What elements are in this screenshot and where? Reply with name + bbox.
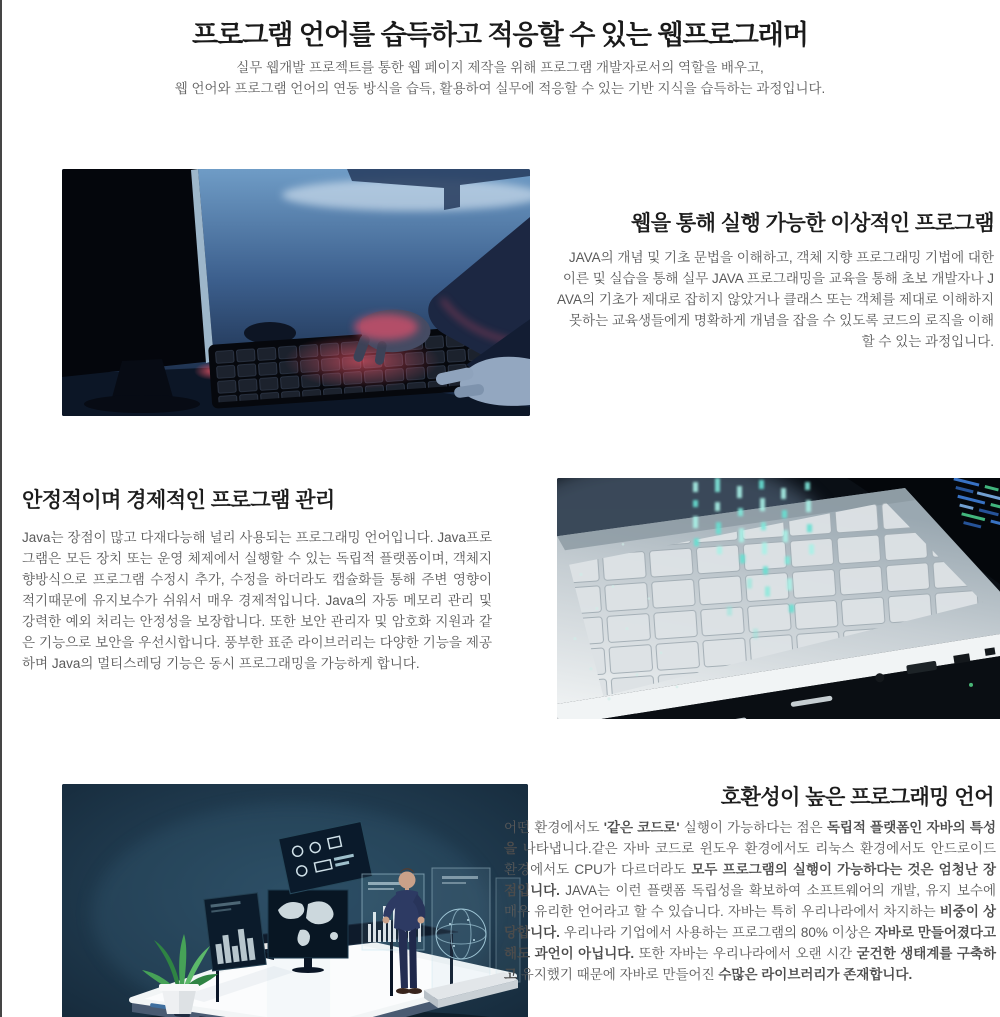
laptop-code-photo [557, 478, 1000, 719]
window-left-edge-line [0, 0, 2, 1017]
section-2-body: Java는 장점이 많고 다재다능해 널리 사용되는 프로그래밍 언어입니다. Java프로그램은 모든 장치 또는 운영 체제에서 실행할 수 있는 독립적 플랫폼이며, 객체지향방식으로 프로그램 수정시 추가, 수정을 하더라도 캡슐화들 통해 주변 영향이 적기때문에 유지보수가 쉬워서 매우 경제적입니다. Java의 자동 메모리 관리 및 강력한 예외 처리는 안정성을 보장합니다. 또한 보안 관리자 및 암호화 지원과 같은 기능으로 보안을 우선시합니다. 풍부한 표준 라이브러리는 다양한 기능을 제공하며 Java의 멀티스레딩 기능은 동시 프로그래밍을 가능하게 합니다. [22, 530, 492, 671]
section-3-body: 어떤 환경에서도 '같은 코드로' 실행이 가능하다는 점은 독립적 플랫폼인 자바의 특성을 나타냅니다.같은 자바 코드로 윈도우 환경에서도 리눅스 환경에서도 안드로이드 환경에서도 CPU가 다르더라도 모두 프로그램의 실행이 가능하다는 것은 엄청난 장점입니다. JAVA는 이런 플랫폼 독립성을 확보하여 소프트웨어의 개발, 유지 보수에 매우 유리한 언어라고 할 수 있습니다. 자바는 특히 우리나라에서 차지하는 비중이 상당합니다. 우리나라 기업에서 사용하는 프로그램의 80% 이상은 자바로 만들어졌다고 해도 과언이 아닙니다. 또한 자바는 우리나라에서 오랜 시간 굳건한 생태계를 구축하고 유지했기 때문에 자바로 만들어진 수많은 라이브러리가 존재합니다. [504, 820, 997, 982]
subtitle-line-2: 웹 언어와 프로그램 언어의 연동 방식을 습득, 활용하여 실무에 적응할 수 있는 기반 지식을 습득하는 과정입니다. [174, 81, 826, 96]
subtitle-line-1: 실무 웹개발 프로젝트를 통한 웹 페이지 제작을 위해 프로그램 개발자로서의 역할을 배우고, [236, 60, 764, 75]
keyboard-typing-photo [62, 169, 530, 416]
section-1-body: JAVA의 개념 및 기초 문법을 이해하고, 객체 지향 프로그래밍 기법에 대한 이른 및 실습을 통해 실무 JAVA 프로그래밍을 교육을 통해 초보 개발자나 JAVA의 기초가 제대로 잡히지 않았거나 클래스 또는 객체를 제대로 이해하지 못하는 교육생들에게 명확하게 개념을 잡을 수 있도록 코드의 로직을 이해할 수 있는 과정입니다. [557, 250, 994, 349]
section-1-heading: 웹을 통해 실행 가능한 이상적인 프로그램 [630, 212, 994, 235]
developer-3d-illustration [62, 784, 528, 1017]
page-subtitle [0, 57, 1000, 99]
section-2-heading: 안정적이며 경제적인 프로그램 관리 [22, 489, 335, 512]
section-3-heading: 호환성이 높은 프로그래밍 언어 [720, 786, 994, 809]
page-title: 프로그램 언어를 습득하고 적응할 수 있는 웹프로그래머 [192, 20, 808, 50]
